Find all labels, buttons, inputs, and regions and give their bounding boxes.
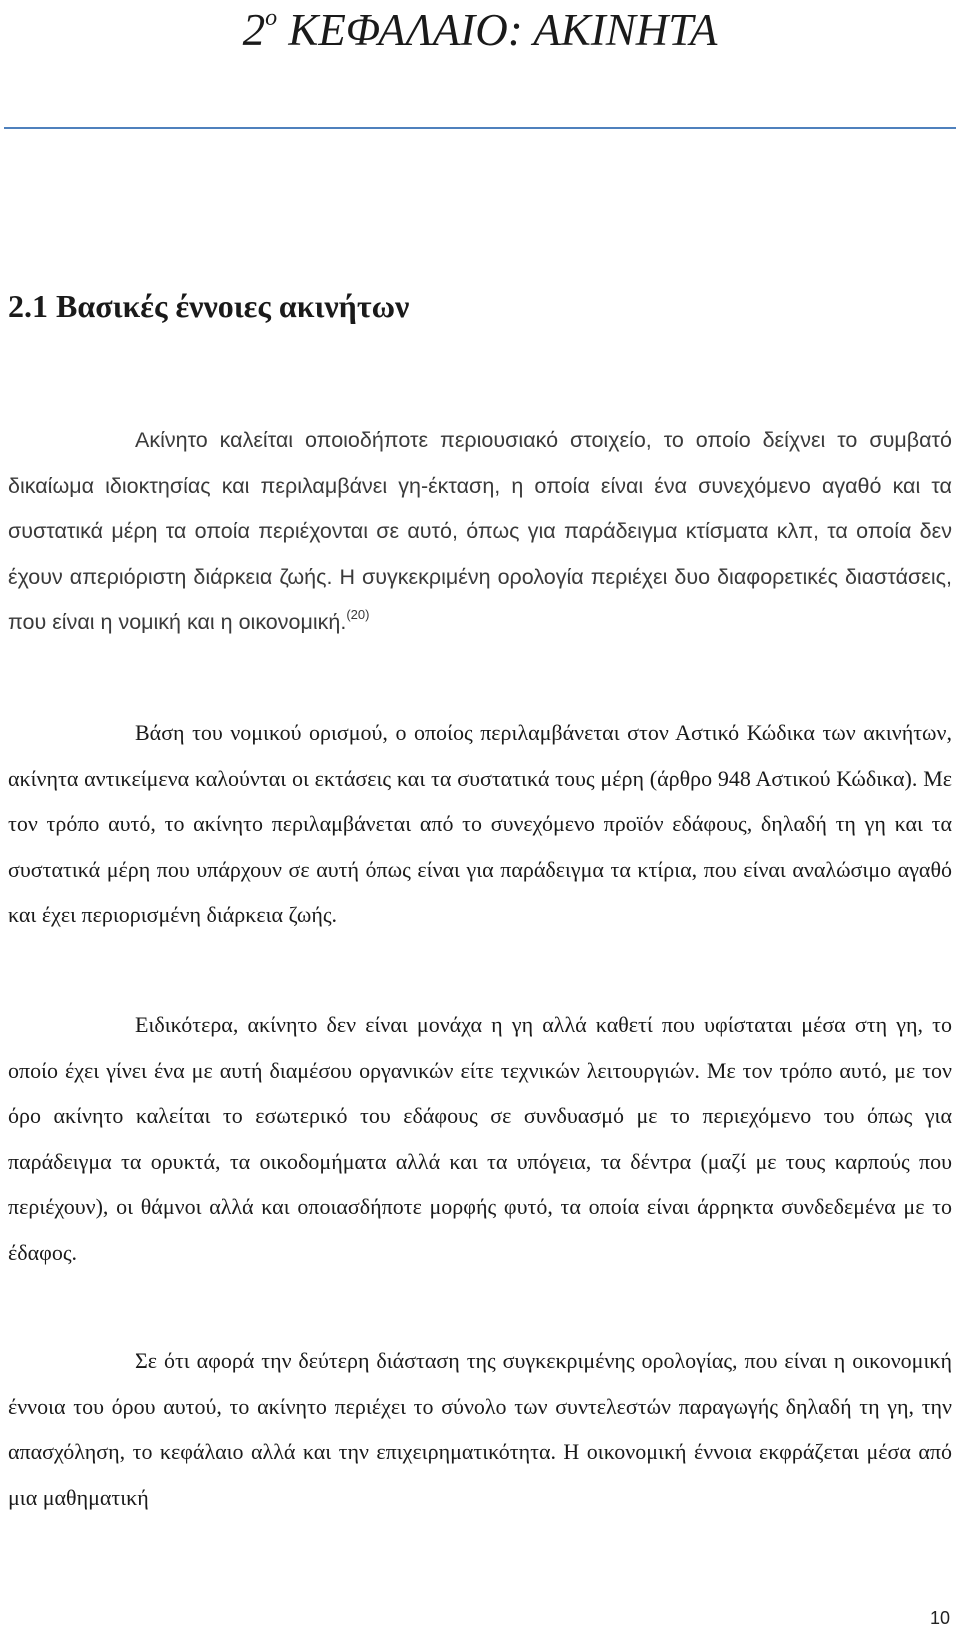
paragraph-2-text: Βάση του νομικού ορισμού, ο οποίος περιλαμβάνεται στον Αστικό Κώδικα των ακινήτων, ακίνητα αντικείμενα καλούνται οι εκτάσεις και τα συστατικά τους μέρη (άρθρο 948 Αστικού Κώδικα). Με τον τρόπο αυτό, το ακίνητο περιλαμβάνεται από το συνεχόμενο προϊόν εδάφους, δηλαδή τη γη και τα συστατικά μέρη που υπάρχουν σε αυτή όπως είναι για παράδειγμα τα κτίρια, που είναι αναλώσιμο αγαθό και έχει περιορισμένη διάρκεια ζωής.: [8, 720, 952, 927]
title-divider: [4, 127, 956, 129]
page-number: 10: [929, 1608, 950, 1628]
paragraph-4-text: Σε ότι αφορά την δεύτερη διάσταση της συγκεκριμένης ορολογίας, που είναι η οικονομική έννοια του όρου αυτού, το ακίνητο περιέχει το σύνολο των συντελεστών παραγωγής δηλαδή τη γη, την απασχόληση, το κεφάλαιο αλλά και την επιχειρηματικότητα. Η οικονομική έννοια εκφράζεται μέσα από μια μαθηματική: [8, 1348, 952, 1510]
paragraph-3-text: Ειδικότερα, ακίνητο δεν είναι μονάχα η γη αλλά καθετί που υφίσταται μέσα στη γη, το οποίο έχει γίνει ένα με αυτή διαμέσου οργανικών είτε τεχνικών λειτουργιών. Με τον τρόπο αυτό, με τον όρο ακίνητο καλείται το εσωτερικό του εδάφους σε συνδυασμό με το περιεχόμενο του όπως για παράδειγμα τα ορυκτά, τα οικοδομήματα αλλά και τα υπόγεια, τα δέντρα (μαζί με τους καρπούς που περιέχουν), οι θάμνοι αλλά και οποιασδήποτε μορφής φυτό, τα οποία είναι άρρηκτα συνδεδεμένα με το έδαφος.: [8, 1012, 952, 1265]
paragraph-2: [8, 710, 952, 938]
chapter-number-superscript: ο: [265, 5, 278, 31]
paragraph-1-text: Ακίνητο καλείται οποιοδήποτε περιουσιακό στοιχείο, το οποίο δείχνει το συμβατό δικαίωμα ιδιοκτησίας και περιλαμβάνει γη-έκταση, η οποία είναι ένα συνεχόμενο αγαθό και τα συστατικά μέρη τα οποία περιέχονται σε αυτό, όπως για παράδειγμα κτίσματα κλπ, τα οποία δεν έχουν απεριόριστη διάρκεια ζωής. Η συγκεκριμένη ορολογία περιέχει δυο διαφορετικές διαστάσεις, που είναι η νομική και η οικονομική.: [8, 428, 952, 634]
citation-reference: (20): [346, 607, 370, 622]
paragraph-4: [8, 1338, 952, 1520]
chapter-title-text: ΚΕΦΑΛΑΙΟ: ΑΚΙΝΗΤΑ: [288, 5, 718, 55]
chapter-title: [0, 0, 960, 58]
paragraph-3: [8, 1002, 952, 1275]
paragraph-1: [8, 418, 952, 646]
chapter-number: 2: [242, 5, 266, 55]
section-heading: 2.1 Βασικές έννοιες ακινήτων: [8, 288, 410, 324]
